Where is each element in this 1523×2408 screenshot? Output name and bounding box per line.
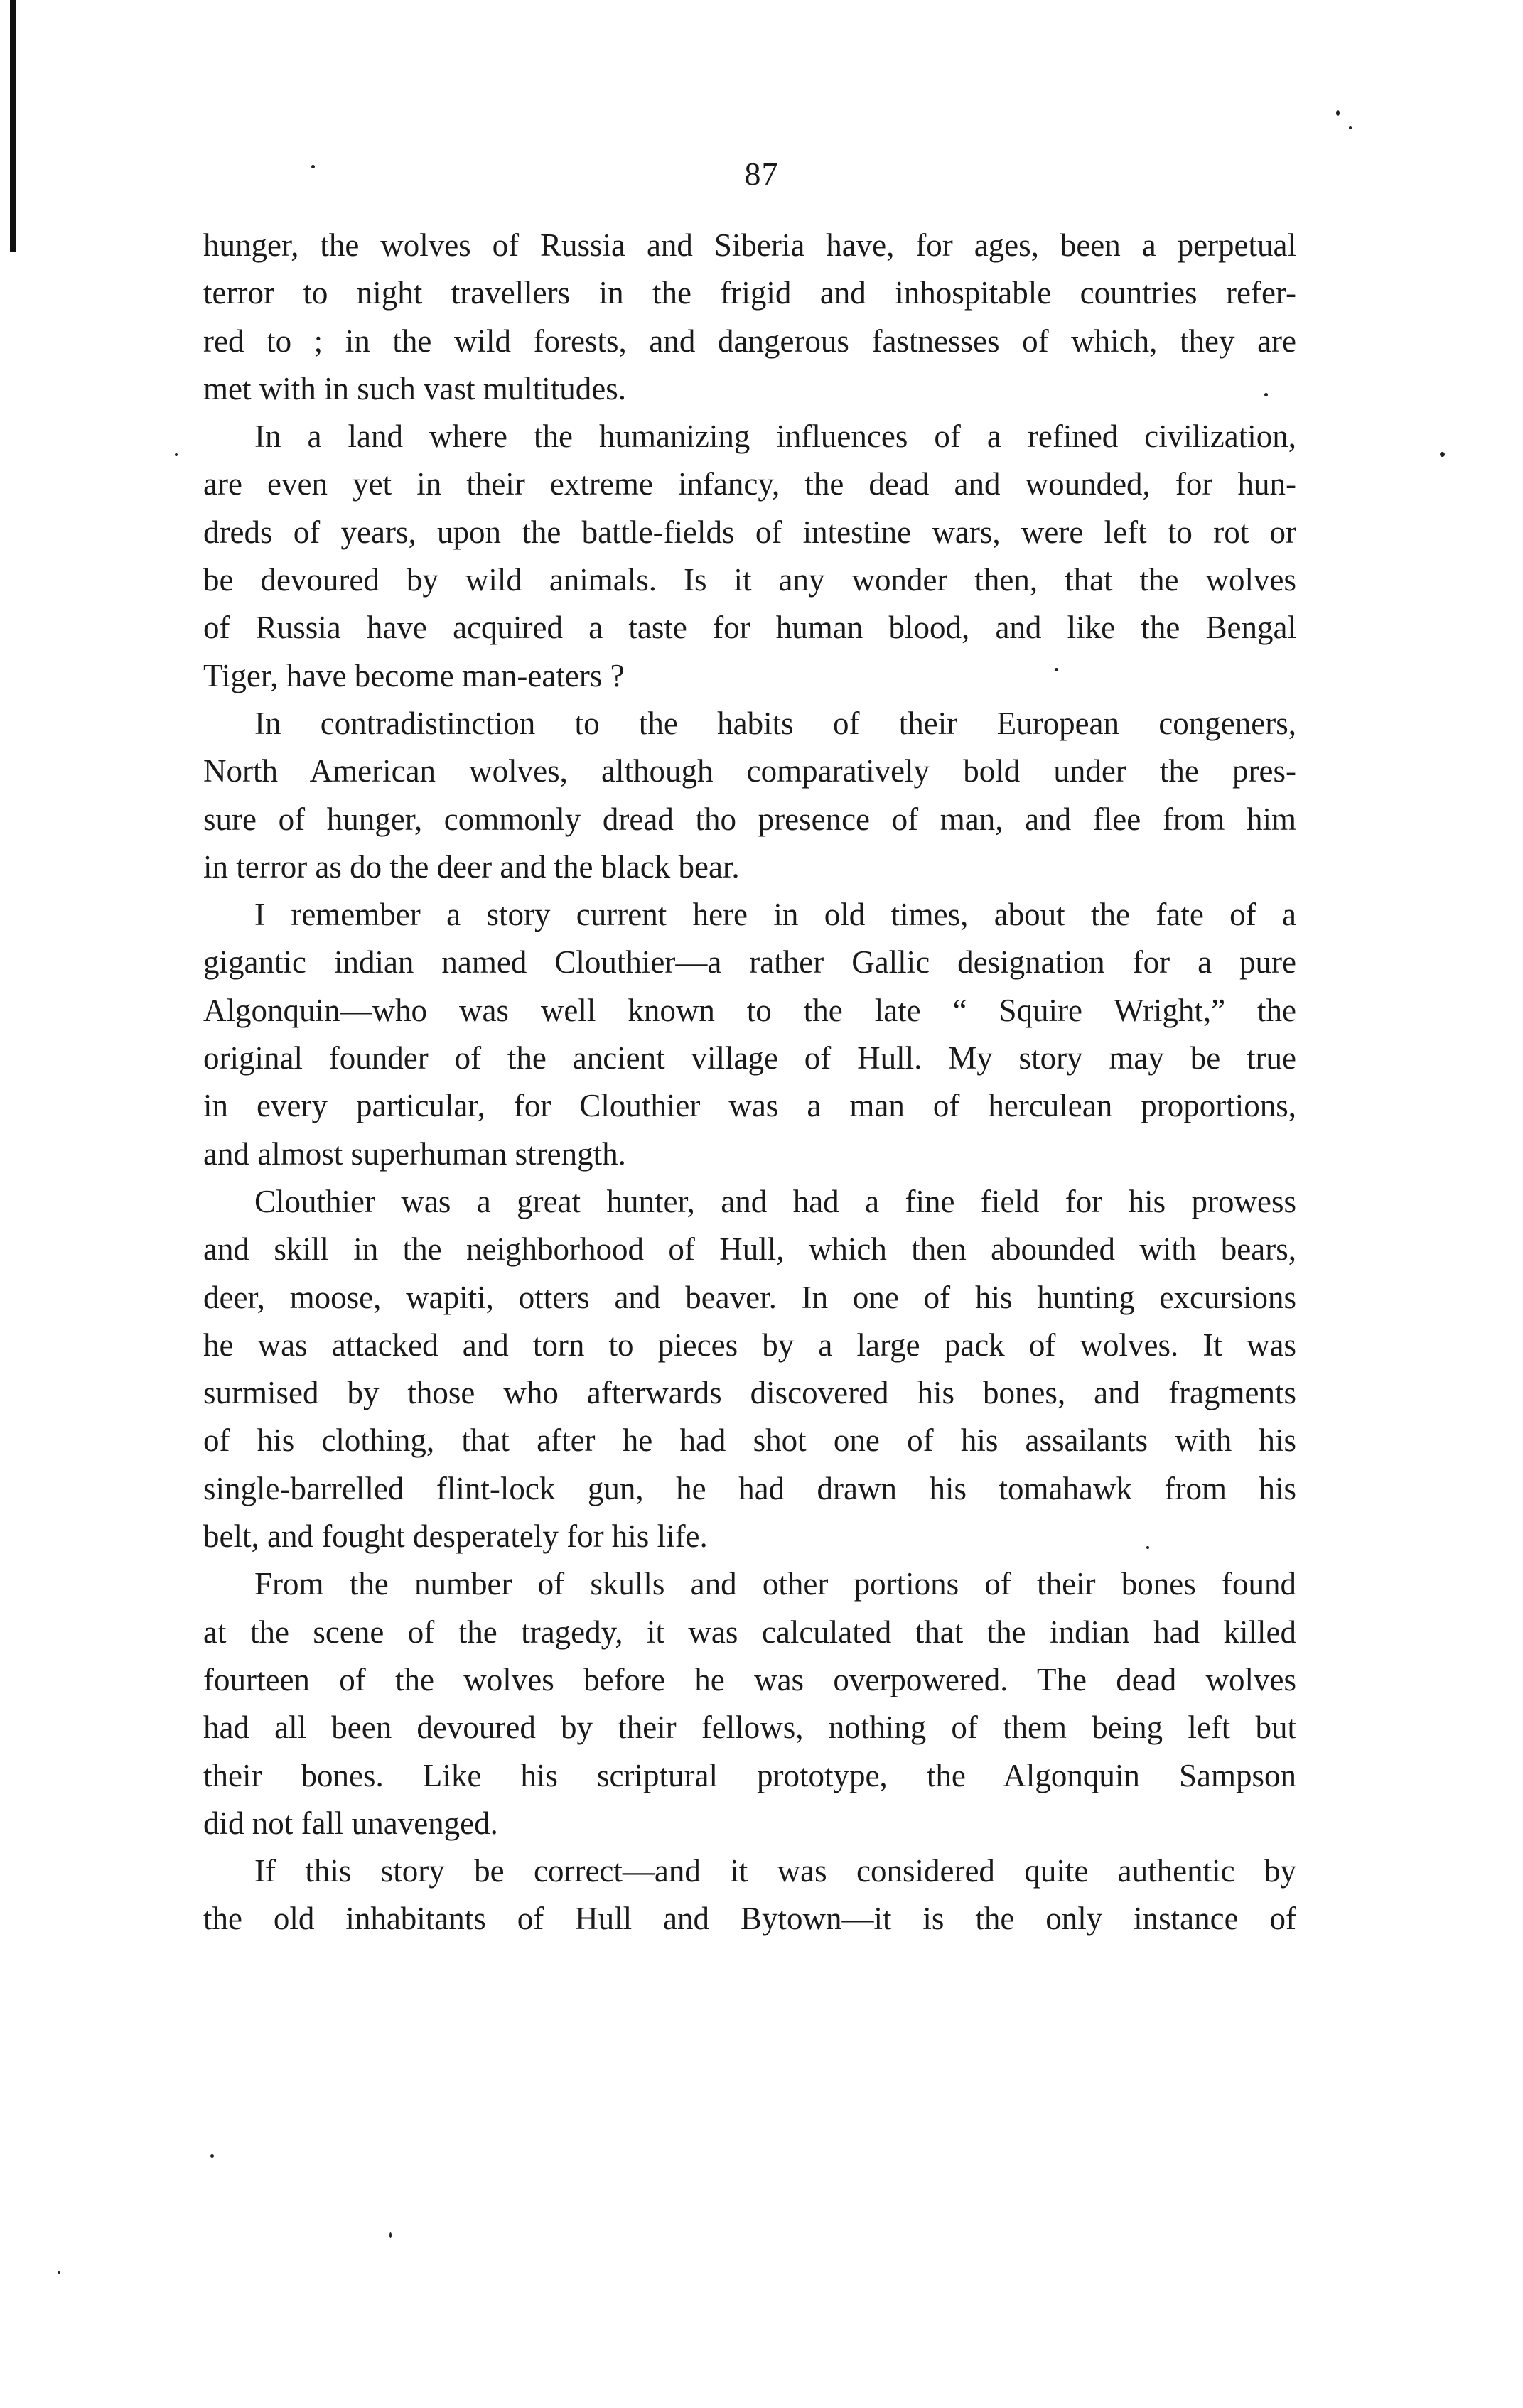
binding-edge: [10, 0, 16, 252]
speck: [210, 2154, 214, 2158]
text-line: their bones. Like his scriptural prototype, the Algonquin Sampson: [203, 1757, 1296, 1793]
text-line: Tiger, have become man-eaters ?: [203, 657, 625, 693]
text-line: in every particular, for Clouthier was a man of herculean proportions,: [203, 1088, 1296, 1124]
paragraph: [203, 1560, 1296, 1847]
paragraph: [203, 891, 1296, 1178]
text-line: are even yet in their extreme infancy, the dead and wounded, for hun-: [203, 466, 1296, 502]
body-text: [203, 222, 1296, 1943]
text-line: hunger, the wolves of Russia and Siberia have, for ages, been a perpetual: [203, 227, 1296, 263]
text-line: in terror as do the deer and the black bear.: [203, 848, 740, 885]
paragraph: [203, 1847, 1296, 1943]
text-line: the old inhabitants of Hull and Bytown—it is the only instance of: [203, 1901, 1296, 1937]
paragraph: [203, 222, 1296, 413]
text-line: fourteen of the wolves before he was overpowered. The dead wolves: [203, 1661, 1296, 1697]
text-line: had all been devoured by their fellows, nothing of them being left but: [203, 1710, 1296, 1746]
text-line: gigantic indian named Clouthier—a rather Gallic designation for a pure: [203, 944, 1296, 981]
speck: [58, 2271, 60, 2274]
text-line: belt, and fought desperately for his life.: [203, 1518, 708, 1555]
text-line: of Russia have acquired a taste for human blood, and like the Bengal: [203, 610, 1296, 646]
text-line: he was attacked and torn to pieces by a large pack of wolves. It was: [203, 1327, 1296, 1363]
text-line: In a land where the humanizing influences of a refined civilization,: [254, 419, 1296, 455]
text-line: North American wolves, although comparatively bold under the pres-: [203, 753, 1296, 789]
text-line: I remember a story current here in old times, about the fate of a: [254, 897, 1296, 933]
text-line: dreds of years, upon the battle-fields of intestine wars, were left to rot or: [203, 514, 1296, 550]
page-number: 87: [744, 156, 779, 192]
text-line: and skill in the neighborhood of Hull, which then abounded with bears,: [203, 1231, 1296, 1268]
paragraph: [203, 1178, 1296, 1560]
text-line: be devoured by wild animals. Is it any wonder then, that the wolves: [203, 562, 1296, 598]
text-line: If this story be correct—and it was considered quite authentic by: [254, 1853, 1296, 1889]
text-line: From the number of skulls and other portions of their bones found: [254, 1566, 1296, 1602]
text-line: did not fall unavenged.: [203, 1805, 498, 1841]
text-line: and almost superhuman strength.: [203, 1135, 626, 1172]
text-line: Clouthier was a great hunter, and had a fine field for his prowess: [254, 1183, 1296, 1219]
paragraph: [203, 413, 1296, 700]
speck: [1349, 126, 1352, 129]
text-line: terror to night travellers in the frigid and inhospitable countries refer-: [203, 275, 1296, 311]
speck: [175, 453, 178, 456]
text-line: original founder of the ancient village of Hull. My story may be true: [203, 1040, 1296, 1076]
text-line: single-barrelled flint-lock gun, he had drawn his tomahawk from his: [203, 1470, 1296, 1506]
text-line: In contradistinction to the habits of their European congeners,: [254, 705, 1296, 741]
text-line: deer, moose, wapiti, otters and beaver. In one of his hunting excursions: [203, 1279, 1296, 1315]
text-line: surmised by those who afterwards discovered his bones, and fragments: [203, 1375, 1296, 1411]
speck: [1440, 452, 1445, 457]
text-line: met with in such vast multitudes.: [203, 370, 626, 406]
speck: [1336, 110, 1340, 116]
text-line: Algonquin—who was well known to the late “ Squire Wright,” the: [203, 992, 1296, 1028]
text-line: at the scene of the tragedy, it was calculated that the indian had killed: [203, 1614, 1296, 1650]
text-line: sure of hunger, commonly dread tho presence of man, and flee from him: [203, 801, 1296, 837]
text-line: red to ; in the wild forests, and dangerous fastnesses of which, they are: [203, 323, 1296, 359]
paragraph: [203, 700, 1296, 891]
speck: [389, 2232, 392, 2238]
text-line: of his clothing, that after he had shot one of his assailants with his: [203, 1422, 1296, 1459]
